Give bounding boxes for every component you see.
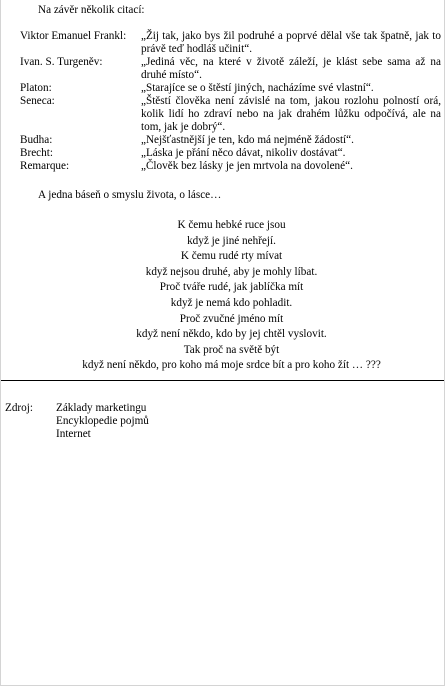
source-item: Encyklopedie pojmů <box>56 415 149 428</box>
quote-text: „Starajíce se o štěstí jiných, nacházíme své vlastní“. <box>141 82 374 94</box>
poem-line: K čemu hebké ruce jsou <box>177 219 286 231</box>
poem-intro: A jedna báseň o smyslu života, o lásce… <box>38 189 222 201</box>
quote-row <box>20 82 441 95</box>
source-section <box>5 402 149 442</box>
horizontal-divider <box>1 380 444 381</box>
poem-line: když nejsou druhé, aby je mohly líbat. <box>145 265 318 278</box>
source-label: Zdroj: <box>5 402 33 414</box>
poem <box>21 218 442 374</box>
quote-author: Ivan. S. Turgeněv: <box>20 56 103 68</box>
quote-text: „Nejšťastnější je ten, kdo má nejméně žádostí“. <box>141 134 354 146</box>
poem-line: K čemu rudé rty mívat <box>180 250 283 263</box>
poem-line: Proč zvučné jméno mít <box>179 312 284 325</box>
quote-row <box>20 56 441 82</box>
poem-line: Proč tváře rudé, jak jablíčka mít <box>159 281 304 294</box>
poem-line: Tak proč na světě být <box>183 343 280 356</box>
quote-author: Budha: <box>20 134 53 146</box>
quote-text: „Člověk bez lásky je jen mrtvola na dovolené“. <box>141 160 353 172</box>
poem-line: když je jiné nehřejí. <box>187 234 276 247</box>
quote-text: „Jediná věc, na které v životě záleží, je klást sebe sama až na druhé místo“. <box>141 56 441 81</box>
quote-row <box>20 95 441 134</box>
intro-text: Na závěr několik citací: <box>38 4 145 16</box>
quotes-list <box>20 30 441 173</box>
quote-author: Remarque: <box>20 160 70 172</box>
quote-row <box>20 147 441 160</box>
quote-author: Seneca: <box>20 95 55 107</box>
source-item: Základy marketingu <box>56 402 147 414</box>
quote-text: „Žij tak, jako bys žil podruhé a poprvé dělal vše tak špatně, jak to právě teď hodláš učinit“. <box>141 30 441 55</box>
quote-author: Viktor Emanuel Frankl: <box>20 30 127 42</box>
quote-row <box>20 30 441 56</box>
quote-text: „Štěstí člověka není závislé na tom, jakou rozlohu polností orá, kolik lidí ho zdraví nebo na jak drahém lůžku odpočívá, ale na tom, jak je dobrý“. <box>141 95 441 133</box>
source-item: Internet <box>56 428 91 441</box>
poem-line: když není někdo, kdo by jej chtěl vyslovit. <box>136 328 327 341</box>
quote-text: „Láska je přání něco dávat, nikoliv dostávat“. <box>141 147 346 159</box>
source-list <box>56 402 149 442</box>
quote-author: Brecht: <box>20 147 53 159</box>
quote-row <box>20 134 441 147</box>
poem-line: když není někdo, pro koho má moje srdce bít a pro koho žít … ??? <box>82 359 381 372</box>
quote-row <box>20 160 441 173</box>
quote-author: Platon: <box>20 82 52 94</box>
poem-line: když je nemá kdo pohladit. <box>170 296 293 309</box>
